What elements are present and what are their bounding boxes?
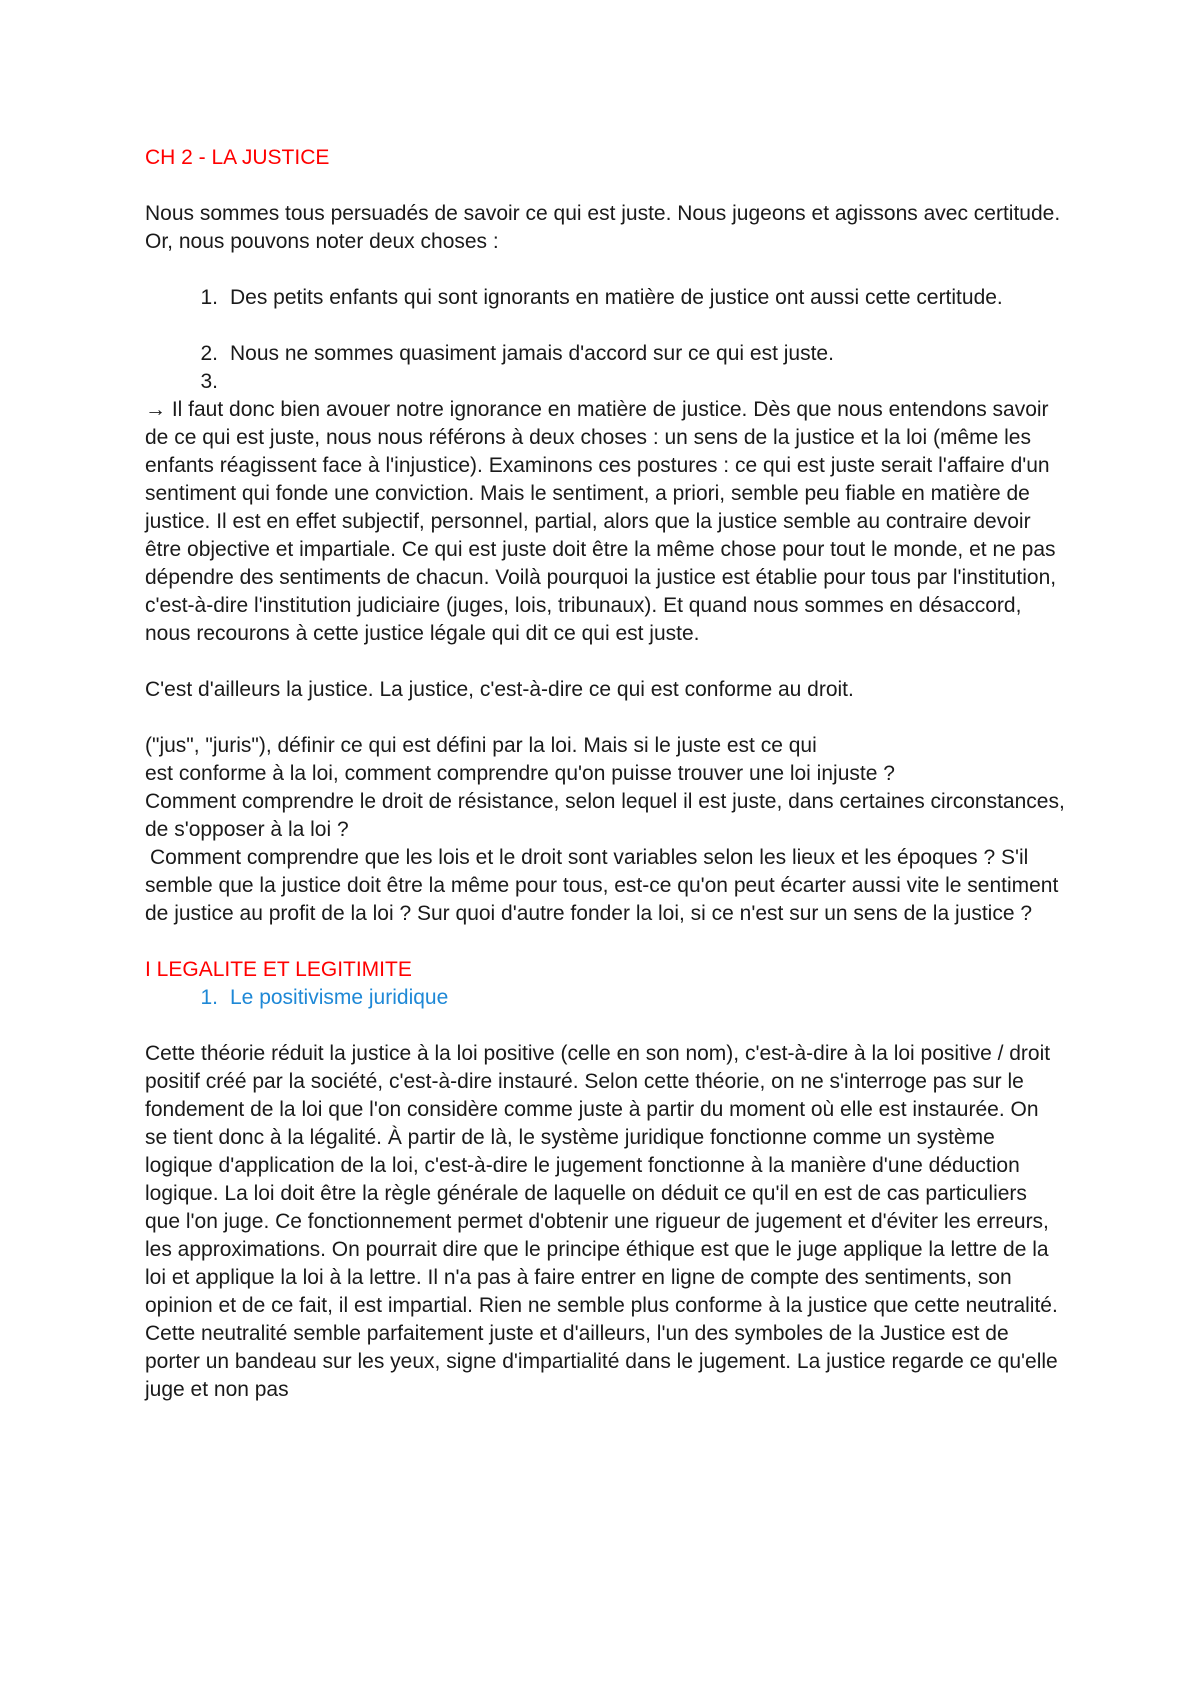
paragraph-ignorance: → Il faut donc bien avouer notre ignorance en matière de justice. Dès que nous entendons savoir de ce qui est juste, nous nous référons à deux choses : un sens de la justice et la loi (même les enfants réagissent face à l'injustice). Examinons ces postures : ce qui est juste serait l'affaire d'un sentiment qui fonde une conviction. Mais le sentiment, a priori, semble peu fiable en matière de justice. Il est en effet subjectif, personnel, partial, alors que la justice semble au contraire devoir être objective et impartiale. Ce qui est juste doit être la même chose pour tout le monde, et ne pas dépendre des sentiments de chacun. Voilà pourquoi la justice est établie pour tous par l'institution, c'est-à-dire l'institution judiciaire (juges, lois, tribunaux). Et quand nous sommes en désaccord, nous recourons à cette justice légale qui dit ce qui est juste. xyxy=(145,398,1057,645)
paragraph-resistance: Comment comprendre le droit de résistance, selon lequel il est juste, dans certaines circonstances, de s'opposer à la loi ? xyxy=(145,790,1065,841)
numbered-list xyxy=(145,284,1065,396)
list-item-text xyxy=(218,368,1065,396)
subsection-heading xyxy=(145,984,1065,1012)
section-title: I LEGALITE ET LEGITIMITE xyxy=(145,958,412,981)
list-number: 2. xyxy=(200,342,218,365)
document-page xyxy=(145,144,1065,1404)
paragraph-positivisme: Cette théorie réduit la justice à la loi positive (celle en son nom), c'est-à-dire à la loi positive / droit positif créé par la société, c'est-à-dire instauré. Selon cette théorie, on ne s'interroge pas sur le fondement de la loi que l'on considère comme juste à partir du moment où elle est instaurée. On se tient donc à la légalité. À partir de là, le système juridique fonctionne comme un système logique d'application de la loi, c'est-à-dire le jugement fonctionne à la manière d'une déduction logique. La loi doit être la règle générale de laquelle on déduit ce qu'il en est de cas particuliers que l'on juge. Ce fonctionnement permet d'obtenir une rigueur de jugement et d'éviter les erreurs, les approximations. On pourrait dire que le principe éthique est que le juge applique la lettre de la loi et applique la loi à la lettre. Il n'a pas à faire entrer en ligne de compte des sentiments, son opinion et de ce fait, il est impartial. Rien ne semble plus conforme à la justice que cette neutralité. Cette neutralité semble parfaitement juste et d'ailleurs, l'un des symboles de la Justice est de porter un bandeau sur les yeux, signe d'impartialité dans le jugement. La justice regarde ce qu'elle juge et non pas xyxy=(145,1042,1058,1401)
paragraph-jus-line1: ("jus", "juris"), définir ce qui est défini par la loi. Mais si le juste est ce qui xyxy=(145,734,817,757)
paragraph-variables: Comment comprendre que les lois et le droit sont variables selon les lieux et les époques ? S'il semble que la justice doit être la même pour tous, est-ce qu'on peut écarter aussi vite le sentiment de justice au profit de la loi ? Sur quoi d'autre fonder la loi, si ce n'est sur un sens de la justice ? xyxy=(145,846,1059,925)
list-item-text: Des petits enfants qui sont ignorants en matière de justice ont aussi cette certitude. xyxy=(230,286,1003,309)
chapter-title: CH 2 - LA JUSTICE xyxy=(145,146,330,169)
subsection-title: Le positivisme juridique xyxy=(230,986,449,1009)
paragraph-jus-line2: est conforme à la loi, comment comprendre qu'on puisse trouver une loi injuste ? xyxy=(145,762,895,785)
list-number: 1. xyxy=(200,286,218,309)
list-item xyxy=(145,284,1065,312)
subsection-number: 1. xyxy=(200,986,218,1009)
list-item xyxy=(145,368,1065,396)
list-item-text: Nous ne sommes quasiment jamais d'accord sur ce qui est juste. xyxy=(230,342,834,365)
intro-paragraph: Nous sommes tous persuadés de savoir ce qui est juste. Nous jugeons et agissons avec certitude. Or, nous pouvons noter deux choses : xyxy=(145,202,1061,253)
list-item xyxy=(145,340,1065,368)
paragraph-droit: C'est d'ailleurs la justice. La justice, c'est-à-dire ce qui est conforme au droit. xyxy=(145,678,854,701)
list-number: 3. xyxy=(200,370,218,393)
